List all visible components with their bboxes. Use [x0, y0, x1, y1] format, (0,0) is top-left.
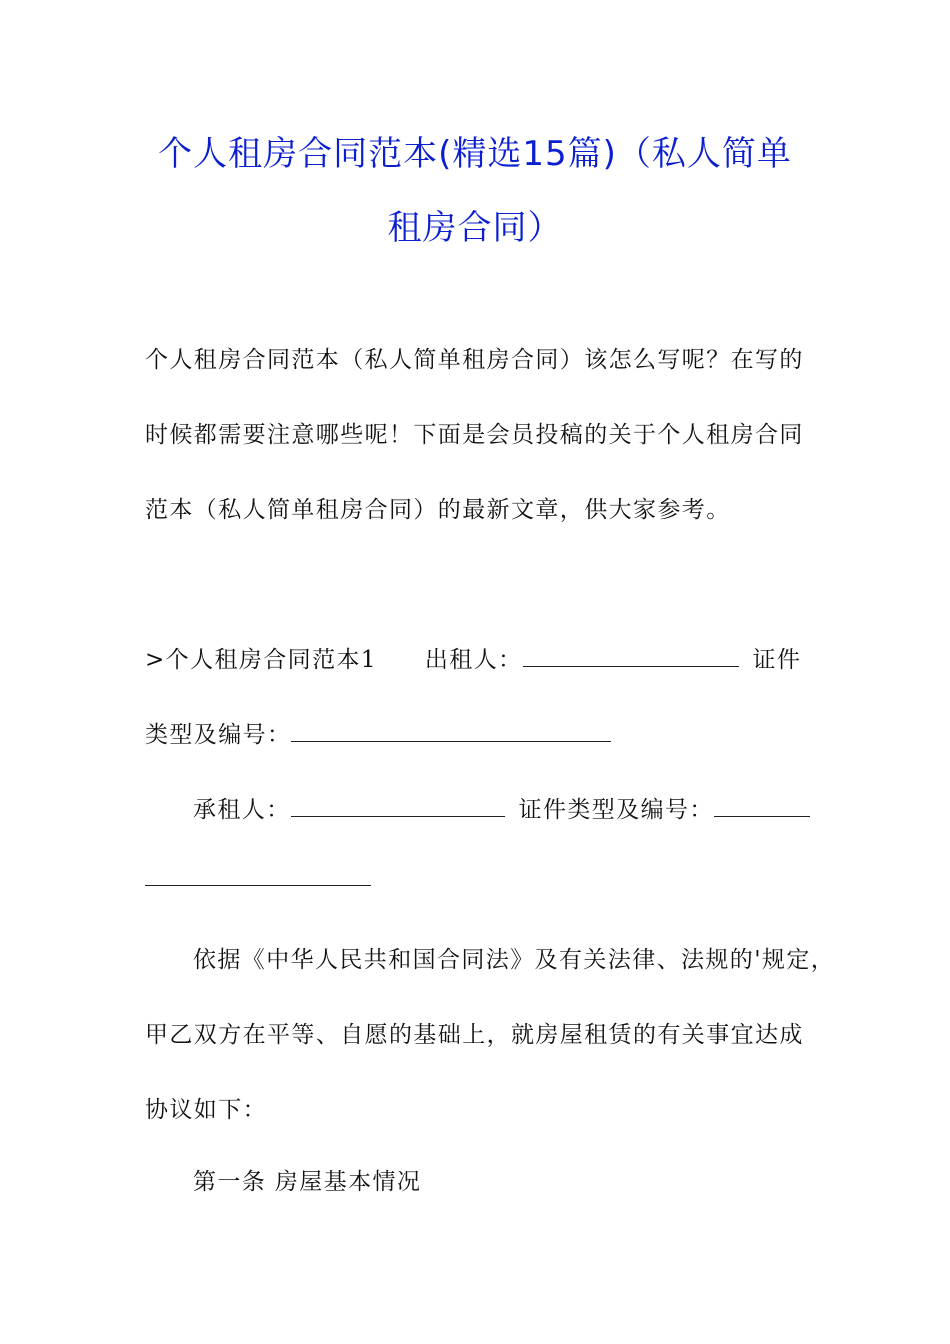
lessee-id-blank-part-2	[145, 865, 371, 886]
lessee-label: 承租人：	[193, 797, 291, 823]
lessee-line	[193, 795, 810, 825]
lessee-id-label: 证件类型及编号：	[518, 797, 714, 823]
lessee-id-blank-line	[145, 864, 810, 890]
intro-line-3: 范本（私人简单租房合同）的最新文章，供大家参考。	[145, 497, 731, 523]
lessor-id-line	[145, 720, 810, 750]
lessor-id-blank	[291, 721, 611, 742]
intro-line-1: 个人租房合同范本（私人简单租房合同）该怎么写呢？在写的	[145, 347, 804, 373]
id-label-part-2: 类型及编号：	[145, 722, 292, 748]
lessee-blank	[291, 796, 505, 817]
basis-line-2: 甲乙双方在平等、自愿的基础上，就房屋租赁的有关事宜达成	[145, 1022, 804, 1048]
document-title-line-2: 租房合同）	[387, 208, 563, 248]
document-title-line-1: 个人租房合同范本(精选15篇)（私人简单	[158, 134, 792, 174]
basis-line-1: 依据《中华人民共和国合同法》及有关法律、法规的'规定，	[193, 947, 836, 973]
intro-line-2: 时候都需要注意哪些呢！下面是会员投稿的关于个人租房合同	[145, 422, 804, 448]
section-1-heading: >个人租房合同范本1	[145, 647, 377, 673]
id-label-part-1: 证件	[752, 647, 802, 673]
section-1-lessor-line	[145, 645, 810, 675]
article-1-heading: 第一条 房屋基本情况	[193, 1169, 422, 1195]
lessee-id-blank-part-1	[714, 796, 810, 817]
lessor-blank	[523, 646, 739, 667]
lessor-label: 出租人：	[424, 647, 523, 673]
basis-line-3: 协议如下：	[145, 1097, 267, 1123]
